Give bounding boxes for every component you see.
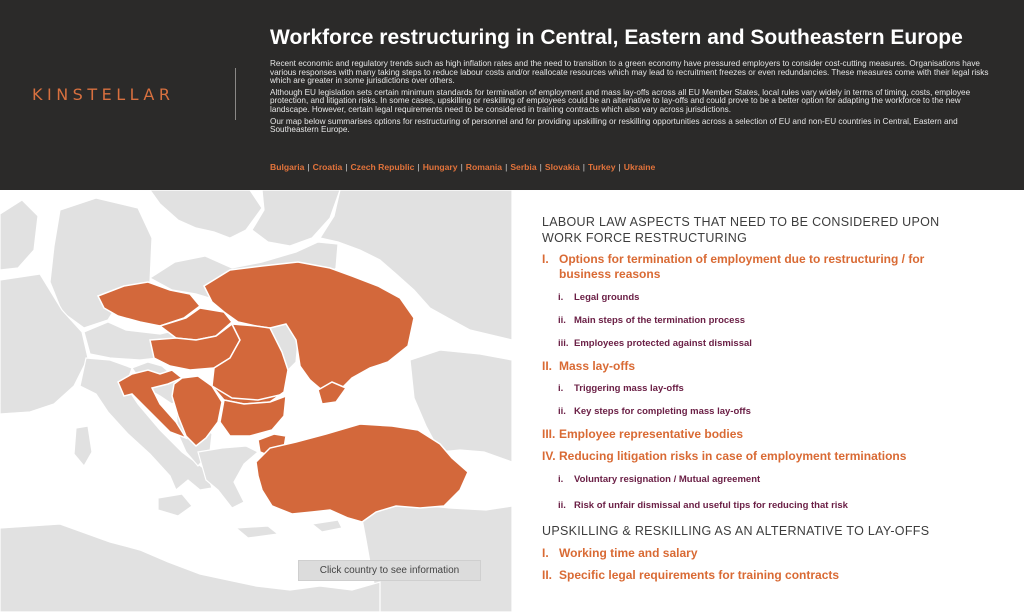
- toc-label: Options for termination of employment due to restructuring / for business reasons: [559, 252, 925, 281]
- intro-text: [270, 60, 996, 138]
- land-syria-iraq: [360, 504, 512, 612]
- land-scandinavia: [150, 190, 262, 238]
- toc-number: II.: [542, 568, 553, 582]
- page-title: Workforce restructuring in Central, Eastern and Southeastern Europe: [270, 26, 963, 49]
- separator: |: [307, 162, 310, 172]
- country-link-croatia[interactable]: Croatia: [312, 162, 343, 172]
- toc-panel: [542, 214, 1012, 583]
- country-link-bulgaria[interactable]: Bulgaria: [270, 162, 305, 172]
- separator: |: [417, 162, 420, 172]
- highlighted-countries: [98, 262, 468, 522]
- separator: |: [345, 162, 348, 172]
- toc-number: ii.: [558, 406, 566, 417]
- toc-item-termination-steps[interactable]: [542, 315, 1012, 327]
- toc-number: III.: [542, 427, 556, 441]
- country-link-ukraine[interactable]: Ukraine: [623, 162, 656, 172]
- toc-label: Main steps of the termination process: [574, 315, 746, 326]
- toc-label: Working time and salary: [559, 546, 698, 560]
- toc-item-mass-layoffs[interactable]: [542, 359, 1012, 374]
- country-link-slovakia[interactable]: Slovakia: [544, 162, 580, 172]
- country-link-turkey[interactable]: Turkey: [587, 162, 616, 172]
- land-sicily: [158, 494, 192, 516]
- country-link-czech-republic[interactable]: Czech Republic: [350, 162, 415, 172]
- toc-label: Voluntary resignation / Mutual agreement: [574, 474, 761, 485]
- toc-number: I.: [542, 546, 549, 560]
- toc-label: Risk of unfair dismissal and useful tips for reducing that risk: [574, 500, 848, 511]
- separator: |: [582, 162, 585, 172]
- toc-item-triggering-mass-layoffs[interactable]: [542, 383, 1012, 395]
- separator: |: [460, 162, 463, 172]
- toc-number: i.: [558, 292, 564, 303]
- land-cyprus: [312, 520, 342, 532]
- toc-item-training-contracts[interactable]: [542, 568, 1012, 583]
- intro-paragraph-2: Although EU legislation sets certain minimum standards for termination of employment and mass lay-offs across all EU Member States, local rules vary widely in terms of timing, costs, employee protection, and litigation risks. In some cases, upskilling or reskilling of employees could be an alternative to lay-offs and could prove to be a better option for adapting the workforce to the new landscape. However, certain legal requirements need to be considered in training contracts which also vary across jurisdictions.: [270, 87, 971, 114]
- section-heading-labour-law: LABOUR LAW ASPECTS THAT NEED TO BE CONSIDERED UPON WORK FORCE RESTRUCTURING: [542, 215, 940, 245]
- toc-label: Legal grounds: [574, 292, 640, 303]
- land-greece: [198, 446, 258, 508]
- land-sardinia: [74, 426, 92, 466]
- toc-item-unfair-dismissal[interactable]: [542, 500, 1012, 512]
- intro-paragraph-3: Our map below summarises options for restructuring of personnel and for providing upskilling or reskilling opportunities across a selection of EU and non-EU countries in Central, Eastern and Southeastern Europe.: [270, 116, 958, 135]
- toc-number: ii.: [558, 315, 566, 326]
- toc-number: i.: [558, 383, 564, 394]
- toc-label: Reducing litigation risks in case of employment terminations: [559, 449, 907, 463]
- toc-label: Employees protected against dismissal: [574, 338, 752, 349]
- toc-label: Specific legal requirements for training contracts: [559, 568, 840, 582]
- europe-map: [0, 190, 512, 612]
- section-heading-upskilling: UPSKILLING & RESKILLING AS AN ALTERNATIVE TO LAY-OFFS: [542, 524, 930, 538]
- toc-number: IV.: [542, 449, 556, 463]
- toc-label: Employee representative bodies: [559, 427, 744, 441]
- toc-item-employee-representatives[interactable]: [542, 427, 1012, 442]
- map-svg: [0, 190, 512, 612]
- kinstellar-logo[interactable]: KINSTELLAR: [32, 85, 175, 104]
- toc-number: II.: [542, 359, 553, 373]
- toc-number: ii.: [558, 500, 566, 511]
- toc-label: Triggering mass lay-offs: [574, 383, 684, 394]
- separator: |: [539, 162, 542, 172]
- country-links: [270, 162, 655, 172]
- separator: |: [505, 162, 508, 172]
- toc-item-voluntary-resignation[interactable]: [542, 474, 1012, 486]
- toc-number: iii.: [558, 338, 569, 349]
- toc-item-termination-options[interactable]: [542, 252, 1012, 282]
- toc-item-protected-employees[interactable]: [542, 338, 1012, 350]
- country-link-romania[interactable]: Romania: [465, 162, 503, 172]
- toc-item-legal-grounds[interactable]: [542, 292, 1012, 304]
- header-banner: [0, 0, 1024, 190]
- toc-number: I.: [542, 252, 549, 266]
- separator: |: [618, 162, 621, 172]
- map-hint: Click country to see information: [298, 560, 481, 581]
- header-divider: [235, 68, 236, 120]
- land-crete: [236, 526, 278, 538]
- toc-number: i.: [558, 474, 564, 485]
- land-uk: [0, 200, 38, 270]
- toc-item-mass-layoff-steps[interactable]: [542, 406, 1012, 418]
- toc-label: Key steps for completing mass lay-offs: [574, 406, 751, 417]
- country-link-serbia[interactable]: Serbia: [510, 162, 537, 172]
- intro-paragraph-1: Recent economic and regulatory trends such as high inflation rates and the need to transition to a green economy have pressured employers to consider cost-cutting measures. Organisations have various responses with many taking steps to reduce labour costs and/or reallocate resources which may lead to recruitment freezes or even redundancies. These measures come with their legal risks which are greater in some jurisdictions over others.: [270, 59, 989, 86]
- toc-item-litigation-risks[interactable]: [542, 449, 1012, 464]
- toc-label: Mass lay-offs: [559, 359, 636, 373]
- toc-item-working-time-salary[interactable]: [542, 546, 1012, 561]
- country-link-hungary[interactable]: Hungary: [422, 162, 458, 172]
